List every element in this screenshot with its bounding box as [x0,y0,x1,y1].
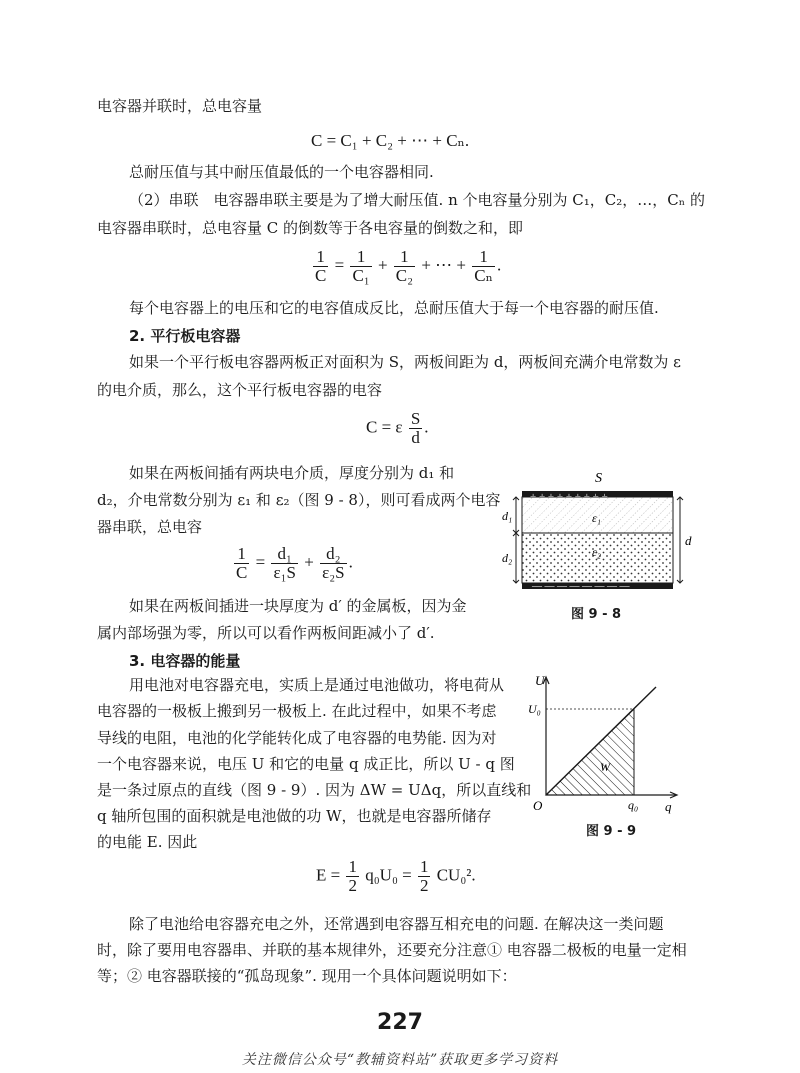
formula-series-capacitance: $\frac{1}{C}$ = $\frac{1}{\text{C₁}}$ + $\frac{1}{\text{C₂}}$ + ⋯ + $\frac{1}{\text{Cₙ}}$ . [315,247,502,285]
section-heading: 3. 电容器的能量 [129,652,241,670]
text-line: 电容器的一极板上搬到另一极板上. 在此过程中，如果不考虑 [97,702,497,720]
fig98-caption: 图 9 - 8 [571,607,622,622]
text-line: 器串联，总电容 [97,518,203,536]
text-line: 电容器并联时，总电容量 [97,97,263,115]
text-line: 每个电容器上的电压和它的电容值成反比，总耐压值大于每一个电容器的耐压值. [129,299,659,317]
fig98-d2: d₂ [502,551,513,565]
fig99-u-label: U [535,673,545,688]
text-line: 时，除了要用电容器串、并联的基本规律外，还要充分注意① 电容器二极板的电量一定相 [97,941,687,959]
text-line: d₂，介电常数分别为 ε₁ 和 ε₂（图 9 - 8），则可看成两个电容 [97,491,501,509]
text-line: 除了电池给电容器充电之外，还常遇到电容器互相充电的问题. 在解决这一类问题 [129,915,664,933]
formula-plate-capacitance: C = ε $\frac{S}{d}$ . [366,409,429,447]
text-line: 如果在两板间插进一块厚度为 d′ 的金属板，因为金 [129,597,467,615]
text-line: （2）串联 电容器串联主要是为了增大耐压值. n 个电容量分别为 C₁，C₂，…，Cₙ 的 [129,191,705,209]
figure-9-8-diagram [500,470,700,600]
fig98-minus-signs: — — — — — — — — [532,581,630,592]
fig98-d1: d₁ [502,509,513,523]
fig99-origin: O [533,798,543,813]
text-line: 的电介质，那么，这个平行板电容器的电容 [97,381,383,399]
formula-parallel-capacitance: C = C₁ + C₂ + ⋯ + Cₙ. [311,131,470,150]
text-line: 等；② 电容器联接的“孤岛现象”. 现用一个具体问题说明如下： [97,967,517,985]
fig99-caption: 图 9 - 9 [586,824,637,839]
footer-watermark: 关注微信公众号“教辅资料站”获取更多学习资料 [241,1052,559,1068]
fig99-q-label: q [665,799,672,814]
formula-dielectric-series: $\frac{1}{C}$ = $\frac{\text{d₁}}{\text{ε₁S}}$ + $\frac{\text{d₂}}{\text{ε₂S}}$ . [236,544,353,582]
text-line: 的电能 E. 因此 [97,833,198,851]
text-line: 是一条过原点的直线（图 9 - 9）. 因为 ΔW = UΔq，所以直线和 [97,781,532,799]
figure-9-9-graph [528,673,678,813]
text-line: 属内部场强为零，所以可以看作两板间距减小了 d′. [97,624,435,642]
text-line: 用电池对电容器充电，实质上是通过电池做功，将电荷从 [129,676,505,694]
text-line: 导线的电阻，电池的化学能转化成了电容器的电势能. 因为对 [97,729,497,747]
fig98-d: d [685,533,692,548]
fig98-top-label: S [595,471,602,486]
page-number: 227 [377,1010,423,1035]
text-line: 总耐压值与其中耐压值最低的一个电容器相同. [129,163,434,181]
text-line: q 轴所包围的面积就是电池做的功 W，也就是电容器所储存 [97,807,492,825]
fig99-q0-label: q₀ [628,798,639,812]
text-line: 电容器串联时，总电容量 C 的倒数等于各电容量的倒数之和，即 [97,219,524,237]
fig99-u0-label: U₀ [528,702,541,716]
fig98-eps2: ε₂ [592,545,601,559]
text-line: 如果一个平行板电容器两板正对面积为 S，两板间距为 d，两板间充满介电常数为 ε [129,353,681,371]
text-line: 如果在两板间插有两块电介质，厚度分别为 d₁ 和 [129,464,455,482]
formula-energy: E = $\frac{1}{2}$ q₀U₀ = $\frac{1}{2}$ CU₀². [316,857,476,895]
section-heading: 2. 平行板电容器 [129,327,241,345]
text-line: 一个电容器来说，电压 U 和它的电量 q 成正比，所以 U - q 图 [97,755,515,773]
fig98-eps1: ε₁ [592,511,601,525]
fig99-w-label: W [600,760,610,774]
